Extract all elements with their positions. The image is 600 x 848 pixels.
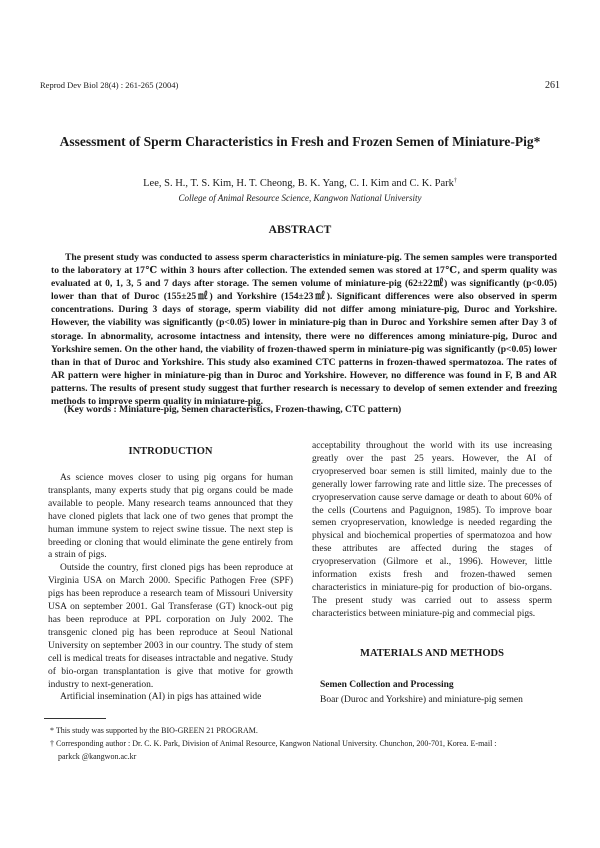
abstract-heading: ABSTRACT — [268, 224, 332, 236]
methods-text-column — [320, 694, 552, 707]
page-number: 261 — [545, 80, 560, 91]
footnote-rule — [44, 718, 106, 719]
corresponding-mark: † — [453, 178, 457, 184]
footnote-corresponding: † Corresponding author : Dr. C. K. Park, Division of Animal Resource, Kangwon National University. Chunchon, 200-701, Korea. E-mail : — [50, 739, 497, 748]
footnote-email: parkck @kangwon.ac.kr — [58, 752, 137, 761]
authors-text: Lee, S. H., T. S. Kim, H. T. Cheong, B. K. Yang, C. I. Kim and C. K. Park — [143, 178, 454, 189]
keywords: (Key words : Miniature-pig, Semen characteristics, Frozen-thawing, CTC pattern) — [64, 404, 402, 415]
left-column — [48, 472, 293, 704]
author-list — [40, 178, 560, 189]
methods-subheading: Semen Collection and Processing — [320, 680, 454, 690]
journal-citation: Reprod Dev Biol 28(4) : 261-265 (2004) — [40, 80, 179, 90]
abstract-text: The present study was conducted to assess sperm characteristics in miniature-pig. The semen samples were transported to the laboratory at 17℃ within 3 hours after collection. The extended semen was stored at 17℃, and sperm quality was evaluated at 0, 1, 3, 5 and 7 days after storage. The semen volume of miniature-pig (62±22㎖) was significantly (p<0.05) lower than that of Duroc (155±25㎖) and Yorkshire (154±23㎖). Significant differences were also observed in sperm concentrations. During 3 days of storage, sperm viability did not differ among miniature-pig, Duroc and Yorkshire. However, the viability was significantly (p<0.05) lower in miniature-pig than in Duroc and Yorkshire semen after Day 3 of storage. In abnormality, acrosome intactness and intensity, there were no differences among miniature-pig, Duroc and Yorkshire semen. On the other hand, the viability of frozen-thawed sperm in miniature-pig was significantly (p<0.05) lower than in that of Duroc and Yorkshire. This study also examined CTC patterns in frozen-thawed spermatozoa. The rates of AR pattern were higher in miniature-pig than in Duroc and Yorkshire. However, no difference was found in F, B and AR patterns. The results of present study suggest that further research is necessary to develop of semen extender and freezing methods to improve sperm quality in miniature-pig. — [51, 252, 557, 408]
introduction-heading: INTRODUCTION — [128, 446, 213, 457]
intro-paragraph-3: Artificial insemination (AI) in pigs has attained wide — [60, 692, 262, 703]
footnote-funding: * This study was supported by the BIO-GREEN 21 PROGRAM. — [50, 726, 258, 735]
footnotes — [50, 724, 555, 763]
paper-title: Assessment of Sperm Characteristics in Fresh and Frozen Semen of Miniature-Pig* — [59, 134, 541, 149]
intro-paragraph-1: As science moves closer to using pig organs for human transplants, many experts study that pig organs could be made available to people. Many research teams announced that they have cloned piglets that lack one of two genes that prompt the human immune system to reject swine tissue. The next step is breeding or cloning that would eliminate the gene entirely from a strain of pigs. — [48, 473, 293, 561]
methods-paragraph: Boar (Duroc and Yorkshire) and miniature-pig semen — [320, 695, 523, 705]
methods-heading: MATERIALS AND METHODS — [360, 648, 504, 659]
intro-continuation: acceptability throughout the world with its use increasing greatly over the past 25 years. However, the AI of cryopreserved boar semen is still limited, mainly due to the generally lower farrowing rate and little size. The precesses of cryopreservation cause serve damage or death to about 60% of the cells (Courtens and Paguignon, 1985). To improve boar semen cryopreservation, knowledge is needed regarding the physical and biochemical properties of spermatozoa and how these attributes are affected during the stages of cryopreservation (Gilmore et al., 1996). However, little information exists fresh and frozen-thawed semen characteristics in miniature-pig for production of bio-organs. The present study was carried out to assess sperm characteristics between miniature-pig and commecial pigs. — [312, 441, 552, 619]
affiliation: College of Animal Resource Science, Kangwon National University — [178, 193, 422, 203]
intro-paragraph-2: Outside the country, first cloned pigs has been reproduce at Virginia USA on March 2000. Specific Pathogen Free (SPF) pigs has been reproduce a research team of Missouri University USA on september 2001. Gal Transferase (GT) knock-out pig has been reproduce at PPL corporation on July 2002. The transgenic cloned pig has been reproduce at Seoul National University on september 2003 in our country. The study of stem cell is medical treats for diseases intractable and negative. Study of bio-organ transplantation is give that motive for growth industry to next-generation. — [48, 563, 293, 690]
right-column — [312, 440, 552, 621]
running-head — [40, 80, 560, 91]
